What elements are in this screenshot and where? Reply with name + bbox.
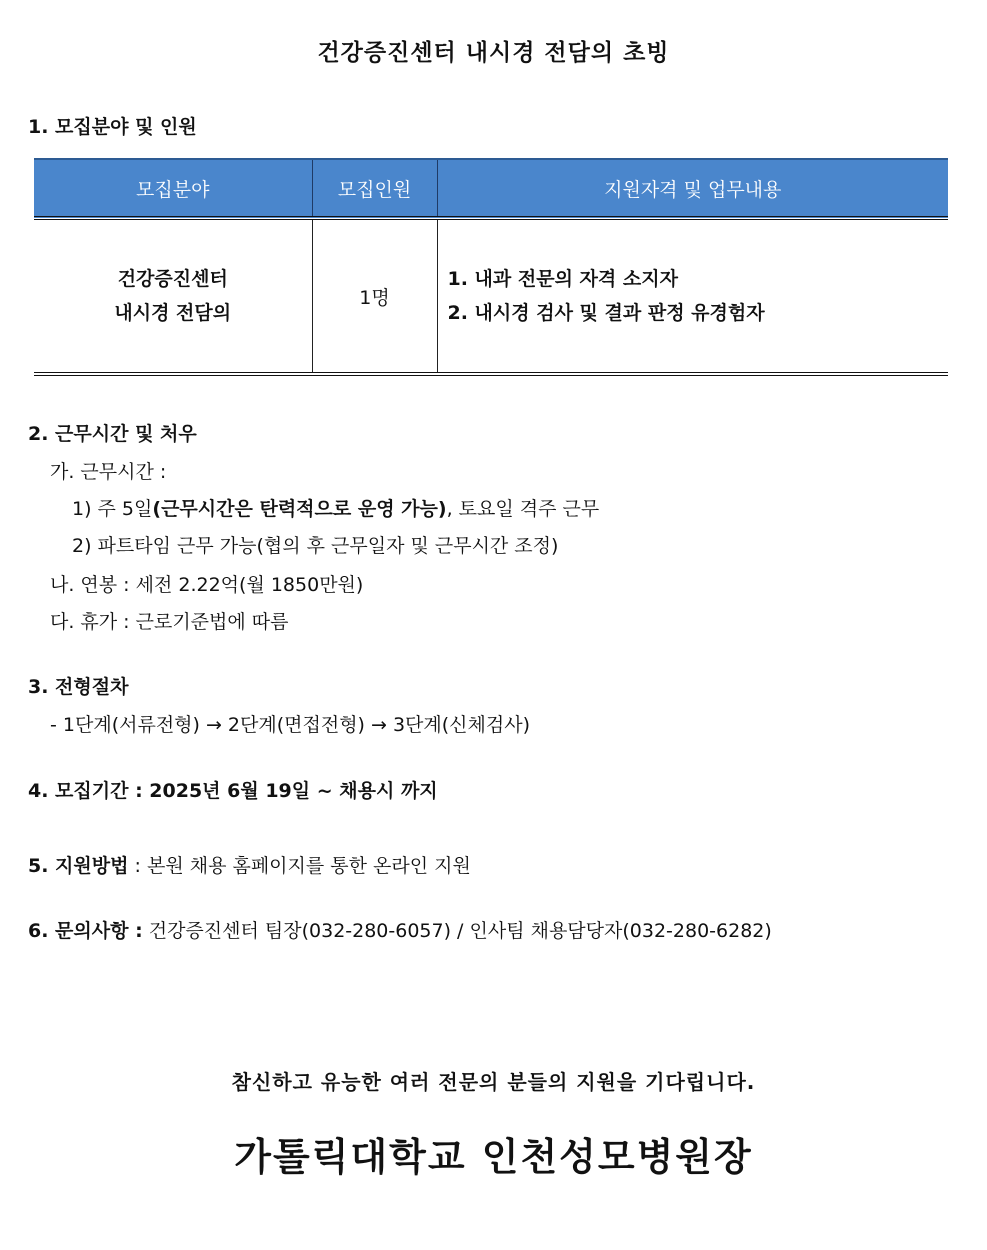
closing-message: 참신하고 유능한 여러 전문의 분들의 지원을 기다립니다. (231, 1070, 756, 1094)
field-line1: 건강증진센터 (117, 268, 228, 290)
field-line2: 내시경 전담의 (114, 302, 232, 324)
qualification-line2: 2. 내시경 검사 및 결과 판정 유경험자 (447, 302, 765, 324)
section6-text: 건강증진센터 팀장(032-280-6057) / 인사팀 채용담당자(032-280-6282) (142, 920, 772, 942)
section3-heading: 3. 전형절차 (28, 676, 129, 698)
section4-heading: 4. 모집기간 : 2025년 6월 19일 ~ 채용시 까지 (28, 780, 438, 802)
section5-line (28, 851, 471, 878)
recruitment-table (34, 158, 948, 376)
selection-steps: - 1단계(서류전형) → 2단계(면접전형) → 3단계(신체검사) (50, 714, 531, 736)
header-count: 모집인원 (312, 159, 437, 218)
section1-heading: 1. 모집분야 및 인원 (28, 116, 197, 138)
work-hours-item1-suffix: , 토요일 격주 근무 (446, 498, 600, 520)
signature: 가톨릭대학교 인천성모병원장 (234, 1135, 753, 1179)
header-field: 모집분야 (34, 159, 312, 218)
vacation-line: 다. 휴가 : 근로기준법에 따름 (50, 611, 289, 633)
qualification-cell (437, 218, 948, 374)
section5-text: : 본원 채용 홈페이지를 통한 온라인 지원 (128, 855, 471, 877)
salary-line: 나. 연봉 : 세전 2.22억(월 1850만원) (50, 574, 364, 596)
table-header-row (34, 159, 948, 218)
section5-label: 5. 지원방법 (28, 855, 129, 877)
qualification-line1: 1. 내과 전문의 자격 소지자 (447, 268, 678, 290)
count-cell: 1명 (312, 218, 437, 374)
work-hours-label: 가. 근무시간 : (50, 461, 167, 483)
section2-heading: 2. 근무시간 및 처우 (28, 423, 197, 445)
page-title: 건강증진센터 내시경 전담의 초빙 (317, 40, 670, 66)
work-hours-item1 (72, 494, 599, 521)
section6-line (28, 916, 772, 943)
work-hours-item1-bold: (근무시간은 탄력적으로 운영 가능) (152, 498, 447, 520)
section6-label: 6. 문의사항 : (28, 920, 143, 942)
work-hours-item1-prefix: 1) 주 5일 (72, 498, 153, 520)
header-qualification: 지원자격 및 업무내용 (437, 159, 948, 218)
field-cell (34, 218, 312, 374)
table-row (34, 218, 948, 374)
work-hours-item2: 2) 파트타임 근무 가능(협의 후 근무일자 및 근무시간 조정) (72, 535, 559, 557)
